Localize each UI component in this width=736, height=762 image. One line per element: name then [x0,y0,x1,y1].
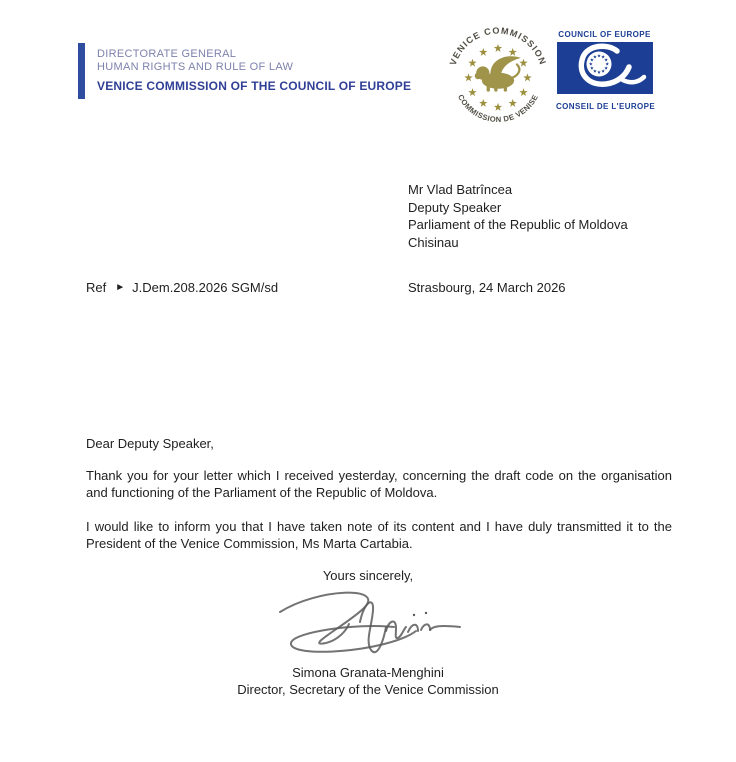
venice-commission-logo-svg [441,15,555,133]
reference-label: Ref [86,280,107,295]
closing-block [0,567,736,698]
closing-phrase: Yours sincerely, [322,568,414,583]
handwritten-signature [268,586,468,664]
body-paragraph-2: I would like to inform you that I have taken note of its content and I have duly transmitted it to the President of the Venice Commission, Ms Marta Cartabia. [86,518,672,551]
recipient-role: Deputy Speaker [408,199,502,215]
coe-logo-top-caption: COUNCIL OF EUROPE [558,30,651,39]
signatory-name: Simona Granata-Menghini [292,664,444,680]
venice-logo-top-arc-text: VENICE COMMISSION [447,25,549,67]
reference-arrow-icon: ► [115,282,126,293]
letterhead-text [97,43,411,99]
recipient-institution: Parliament of the Republic of Moldova [408,217,628,232]
letter-body [86,435,672,569]
letterhead-line-directorate: DIRECTORATE GENERAL [97,48,237,60]
letterhead-line-venice-commission: VENICE COMMISSION OF THE COUNCIL OF EUROPE [97,79,412,93]
venice-commission-logo [441,15,555,133]
salutation: Dear Deputy Speaker, [86,436,214,451]
letterhead-accent-bar [78,43,85,99]
venice-logo-bottom-arc-text: COMMISSION DE VENISE [456,92,540,125]
letterhead [78,43,411,99]
reference-number: J.Dem.208.2026 SGM/sd [132,280,279,295]
body-paragraph-1: Thank you for your letter which I received yesterday, concerning the draft code on the organisation and functioning of the Parliament of the Republic of Moldova. [86,467,672,500]
coe-logo-emblem [557,42,653,94]
signatory-title: Director, Secretary of the Venice Commission [237,681,499,697]
place-and-date-line: Strasbourg, 24 March 2026 [408,280,566,295]
council-of-europe-logo [556,30,656,111]
coe-logo-bottom-caption: CONSEIL DE L'EUROPE [556,102,656,111]
winged-lion-icon [475,56,521,91]
recipient-name: Mr Vlad Batrîncea [408,182,513,197]
recipient-city: Chisinau [408,234,459,250]
recipient-address-block [408,181,628,251]
reference-line [86,280,278,295]
letterhead-line-human-rights: HUMAN RIGHTS AND RULE OF LAW [97,60,294,73]
